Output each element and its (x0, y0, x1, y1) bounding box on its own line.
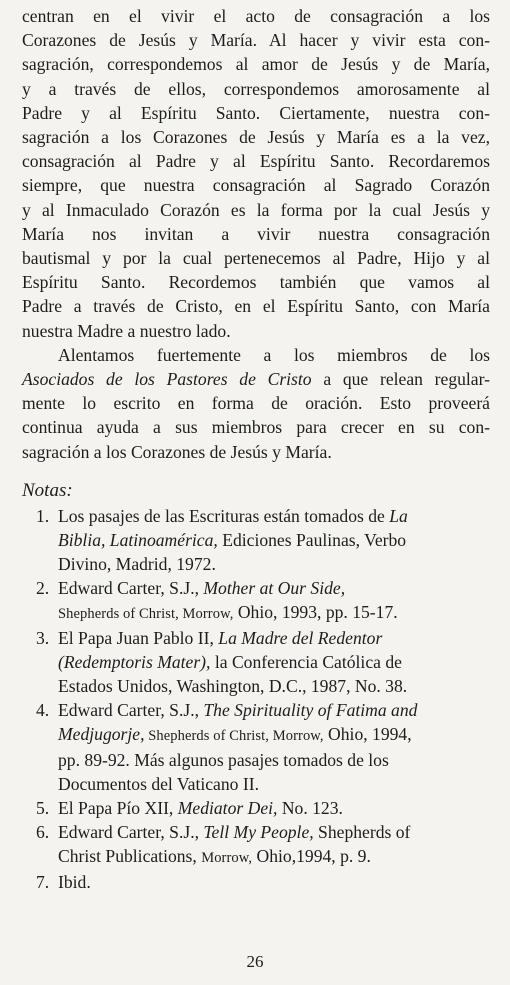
paragraph-2 (22, 343, 490, 464)
note-title: Mediator Dei, (177, 797, 278, 818)
note-item (22, 576, 490, 626)
note-number: 3. (36, 627, 50, 648)
text-line: sagración a los Corazones de Jesús y María. (22, 441, 332, 462)
note-item (22, 504, 490, 576)
note-text: Ediciones Paulinas, Verbo (217, 529, 407, 550)
text-fragment: a que relean regular- (311, 369, 490, 390)
text-line: sagración a los Corazones de Jesús y María es a la vez, (22, 127, 490, 148)
text-line: Padre a través de Cristo, en el Espíritu Santo, con María (22, 296, 490, 317)
note-text: Los pasajes de las Escrituras están tomados de (58, 505, 390, 526)
paragraph-1 (22, 4, 490, 343)
note-text-small: Shepherds of Christ, Morrow, (58, 605, 234, 622)
note-text-small: Shepherds of Christ, Morrow, (144, 727, 324, 744)
text-line: sagración, correspondemos al amor de Jesús y de María, (22, 54, 490, 75)
note-title: (Redemptoris Mater), (58, 651, 211, 672)
note-title: Biblia, Latinoamérica, (58, 529, 218, 550)
text-line: María nos invitan a vivir nuestra consagración (22, 223, 490, 244)
note-text: Edward Carter, S.J., (58, 821, 204, 842)
text-line: Padre y al Espíritu Santo. Ciertamente, nuestra con- (22, 102, 490, 123)
note-title: La (389, 505, 408, 526)
note-text: Ohio, 1993, pp. 15-17. (233, 601, 398, 622)
note-title: Tell My People, (203, 821, 314, 842)
note-item (22, 870, 490, 894)
note-text: No. 123. (277, 797, 343, 818)
note-item (22, 796, 490, 820)
note-number: 6. (36, 821, 50, 842)
note-text: pp. 89-92. Más algunos pasajes tomados de los (58, 749, 389, 770)
text-line: continua ayuda a sus miembros para crecer en su con- (22, 417, 490, 438)
note-text: El Papa Pío XII, (58, 797, 178, 818)
text-line: nuestra Madre a nuestro lado. (22, 320, 231, 341)
page-content (22, 4, 490, 894)
note-number: 2. (36, 577, 50, 598)
note-text: Ohio,1994, p. 9. (252, 845, 371, 866)
note-text: Edward Carter, S.J., (58, 699, 204, 720)
note-text: Ohio, 1994, (323, 723, 412, 744)
page-number: 26 (246, 952, 264, 971)
note-title: Medjugorje, (58, 723, 145, 744)
note-title: The Spirituality of Fatima and (203, 699, 418, 720)
note-text-small: Morrow, (201, 849, 253, 866)
note-text: Documentos del Vaticano II. (58, 773, 259, 794)
note-number: 7. (36, 871, 50, 892)
note-text: Estados Unidos, Washington, D.C., 1987, No. 38. (58, 675, 408, 696)
text-line: Corazones de Jesús y María. Al hacer y vivir esta con- (22, 30, 490, 51)
text-line: y al Inmaculado Corazón es la forma por la cual Jesús y (22, 199, 490, 220)
notes-list (22, 504, 490, 894)
note-text: Christ Publications, (58, 845, 202, 866)
note-text: la Conferencia Católica de (210, 651, 402, 672)
note-text: El Papa Juan Pablo II, (58, 627, 219, 648)
notes-heading: Notas: (22, 479, 73, 501)
text-line: consagración al Padre y al Espíritu Santo. Recordaremos (22, 151, 490, 172)
italic-title: Asociados de los Pastores de Cristo (22, 369, 312, 390)
note-number: 5. (36, 797, 50, 818)
note-item (22, 626, 490, 698)
text-line: bautismal y por la cual pertenecemos al Padre, Hijo y al (22, 248, 490, 269)
note-number: 1. (36, 505, 50, 526)
note-text: Divino, Madrid, 1972. (58, 553, 216, 574)
note-title: Mother at Our Side, (203, 577, 346, 598)
note-text: Shepherds of (313, 821, 411, 842)
note-item (22, 698, 490, 796)
text-line: siempre, que nuestra consagración al Sagrado Corazón (22, 175, 490, 196)
note-text: Edward Carter, S.J., (58, 577, 204, 598)
note-item (22, 820, 490, 870)
text-line (22, 367, 490, 391)
note-title: La Madre del Redentor (218, 627, 383, 648)
note-text: Ibid. (58, 871, 91, 892)
note-number: 4. (36, 699, 50, 720)
text-line: y a través de ellos, correspondemos amorosamente al (22, 78, 490, 99)
text-line: Alentamos fuertemente a los miembros de los (58, 344, 490, 365)
text-line: centran en el vivir el acto de consagración a los (22, 6, 490, 26)
text-line: Espíritu Santo. Recordemos también que vamos al (22, 272, 490, 293)
text-line: mente lo escrito en forma de oración. Esto proveerá (22, 393, 490, 414)
